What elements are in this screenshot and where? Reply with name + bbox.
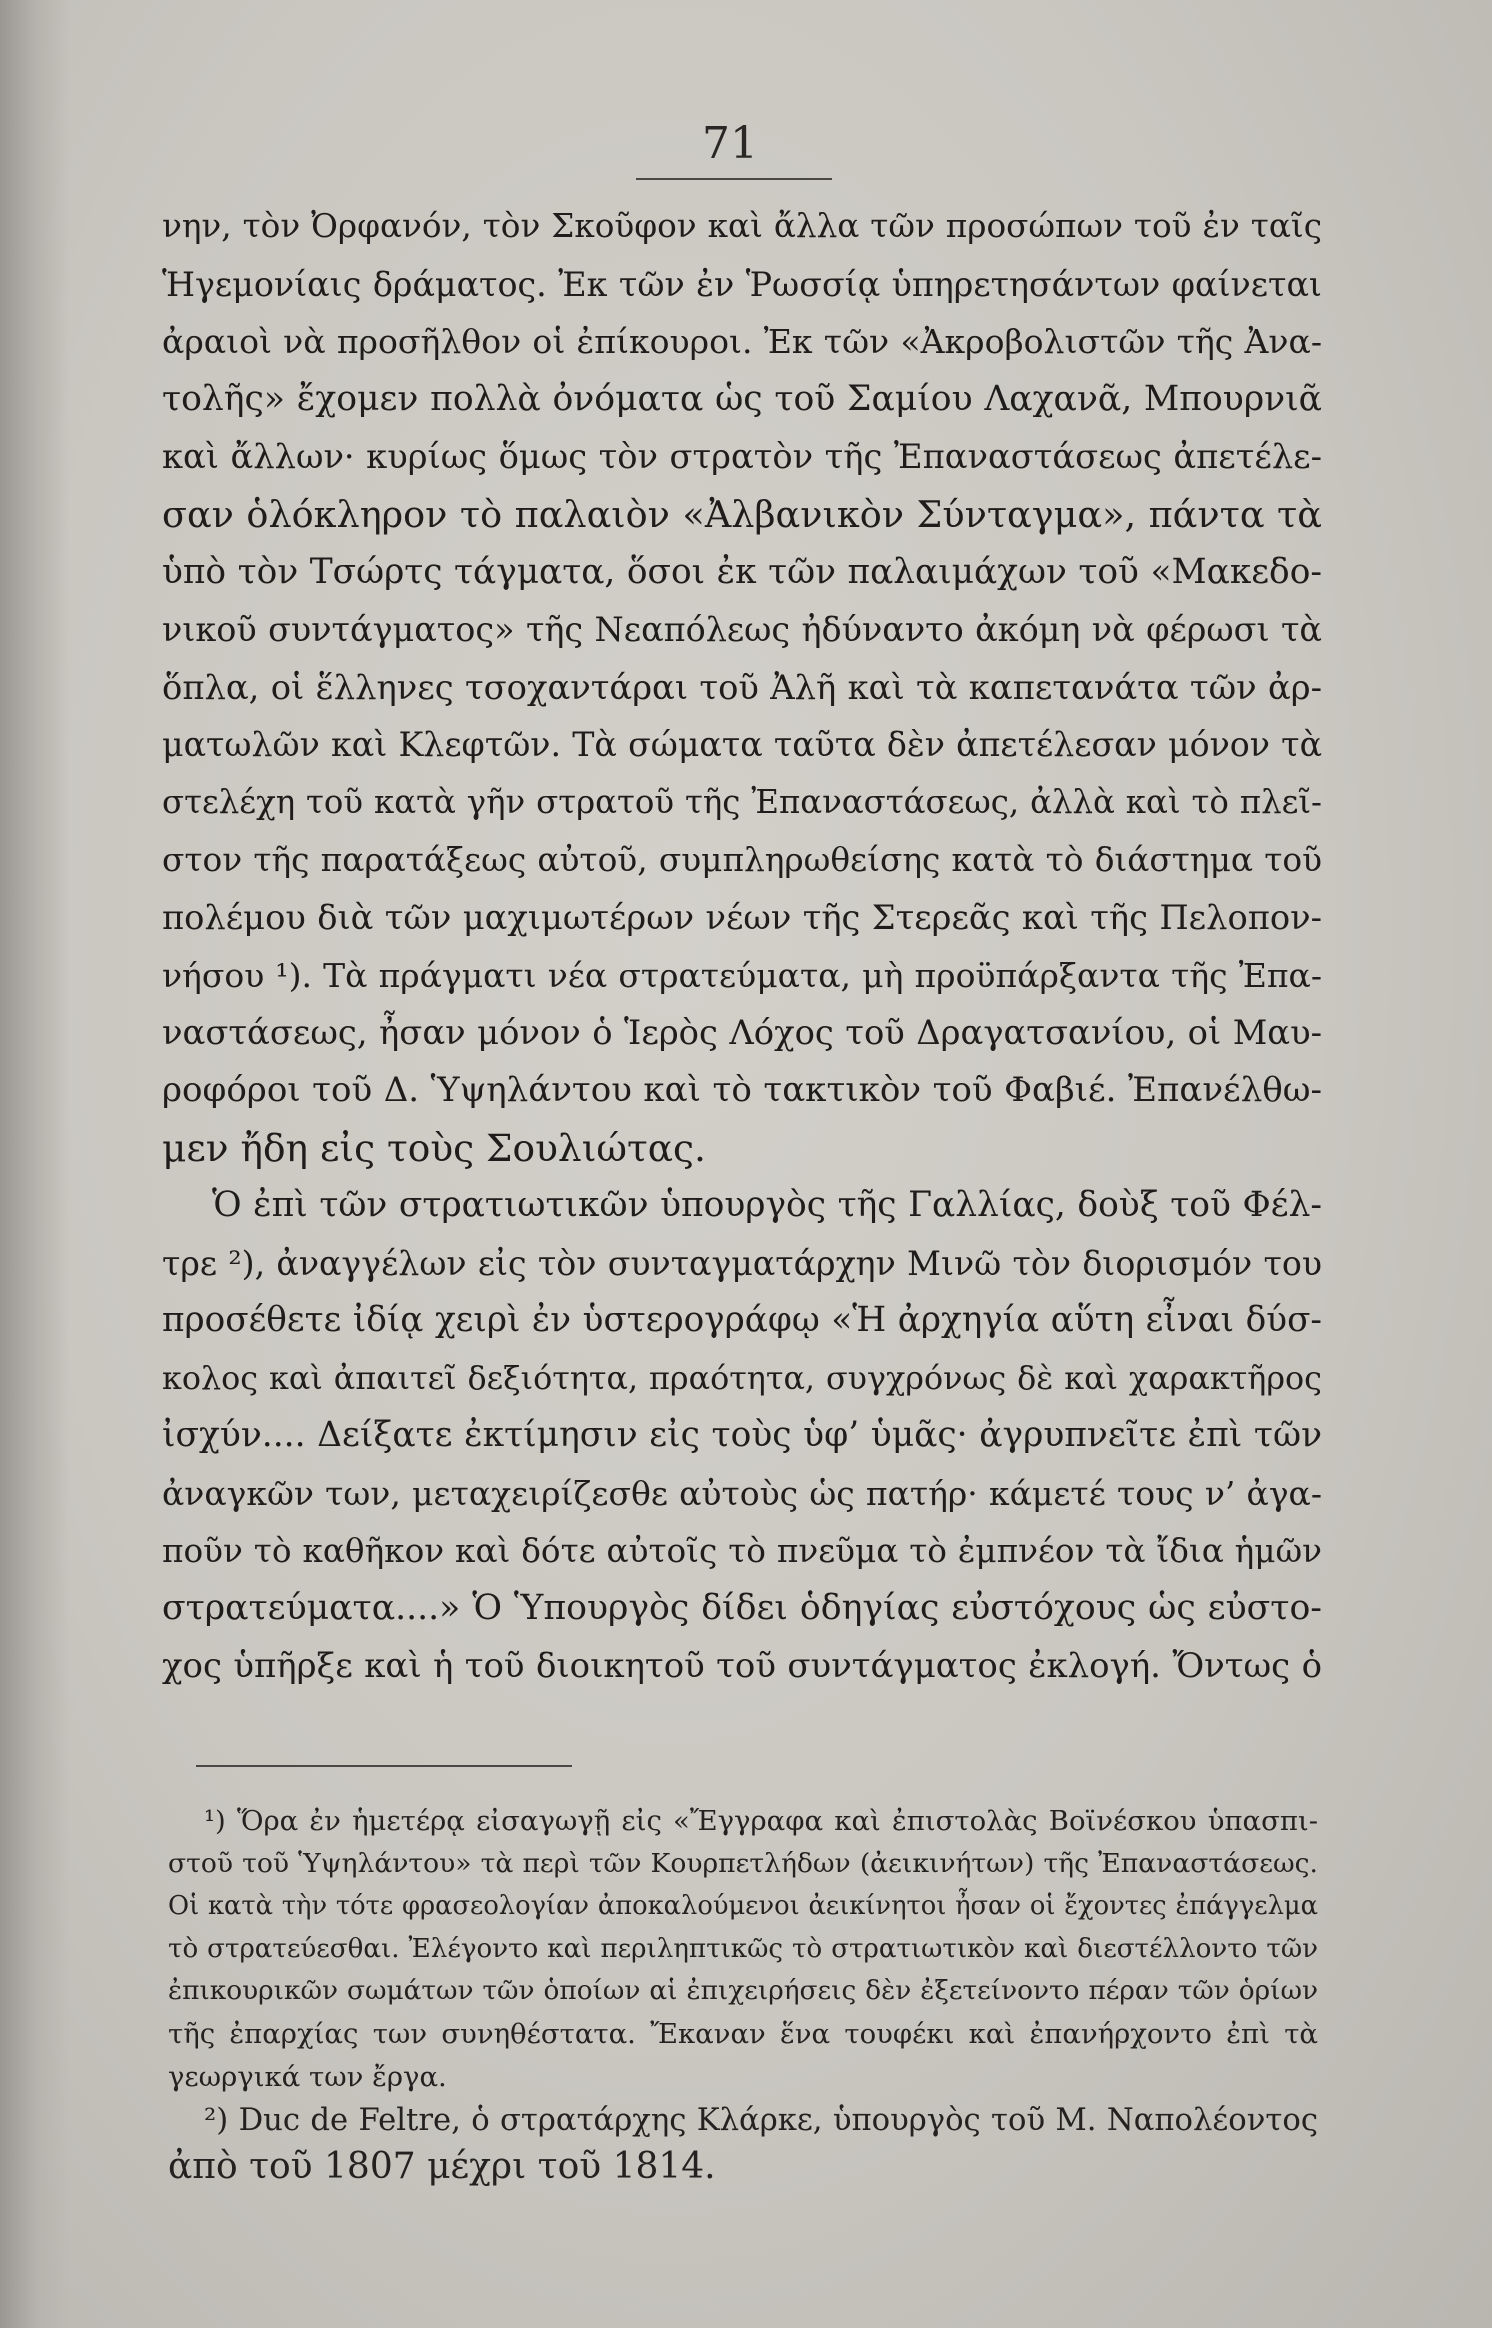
footnote-line: ἀπὸ τοῦ 1807 μέχρι τοῦ 1814. xyxy=(168,2146,716,2188)
main-text xyxy=(162,198,1322,1695)
page-gutter-shadow xyxy=(0,0,70,2328)
text-line: στρατεύματα....» Ὁ Ὑπουργὸς δίδει ὁδηγίας εὐστόχους ὡς εὐστο- xyxy=(162,1588,1322,1629)
text-line: στελέχη τοῦ κατὰ γῆν στρατοῦ τῆς Ἐπαναστάσεως, ἀλλὰ καὶ τὸ πλεῖ- xyxy=(162,782,1322,821)
text-line: ποῦν τὸ καθῆκον καὶ δότε αὐτοῖς τὸ πνεῦμα τὸ ἐμπνέον τὰ ἴδια ἡμῶν xyxy=(162,1531,1322,1570)
footnote-line: ¹) Ὅρα ἐν ἡμετέρᾳ εἰσαγωγῇ εἰς «Ἔγγραφα καὶ ἐπιστολὰς Βοϊνέσκου ὑπασπι- xyxy=(204,1805,1318,1837)
text-line: Ἡγεμονίαις δράματος. Ἐκ τῶν ἐν Ῥωσσίᾳ ὑπηρετησάντων φαίνεται xyxy=(162,264,1322,304)
text-line: ναστάσεως, ἦσαν μόνον ὁ Ἱερὸς Λόχος τοῦ Δραγατσανίου, οἱ Μαυ- xyxy=(162,1013,1322,1053)
text-line: ὅπλα, οἱ ἕλληνες τσοχαντάραι τοῦ Ἀλῆ καὶ τὰ καπετανάτα τῶν ἀρ- xyxy=(162,667,1322,707)
footnote-line: τὸ στρατεύεσθαι. Ἐλέγοντο καὶ περιληπτικῶς τὸ στρατιωτικὸν καὶ διεστέλλοντο τῶν xyxy=(168,1933,1318,1964)
text-line: ἰσχύν.... Δείξατε ἐκτίμησιν εἰς τοὺς ὑφ’ ὑμᾶς· ἀγρυπνεῖτε ἐπὶ τῶν xyxy=(162,1415,1322,1456)
footnotes xyxy=(168,1800,1318,2190)
footnote-line: ²) Duc de Feltre, ὁ στρατάρχης Κλάρκε, ὑπουργὸς τοῦ Μ. Ναπολέοντος xyxy=(204,2103,1318,2139)
text-line: τολῆς» ἔχομεν πολλὰ ὀνόματα ὡς τοῦ Σαμίου Λαχανᾶ, Μπουρνιᾶ xyxy=(162,378,1322,419)
footnote-line: ἐπικουρικῶν σωμάτων τῶν ὁποίων αἱ ἐπιχειρήσεις δὲν ἐξετείνοντο πέραν τῶν ὁρίων xyxy=(168,1976,1318,2007)
footnote-line: γεωργικά των ἔργα. xyxy=(168,2060,447,2093)
text-line: ματωλῶν καὶ Κλεφτῶν. Τὰ σώματα ταῦτα δὲν ἀπετέλεσαν μόνον τὰ xyxy=(162,725,1322,765)
text-line: προσέθετε ἰδίᾳ χειρὶ ἐν ὑστερογράφῳ «Ἡ ἀρχηγία αὕτη εἶναι δύσ- xyxy=(162,1300,1322,1341)
page-number: 71 xyxy=(702,118,758,169)
footnote-line: τῆς ἐπαρχίας των συνηθέστατα. Ἔκαναν ἕνα τουφέκι καὶ ἐπανήρχοντο ἐπὶ τὰ xyxy=(168,2017,1318,2050)
page-number-rule xyxy=(636,178,832,180)
footnote-line: Οἱ κατὰ τὴν τότε φρασεολογίαν ἀποκαλούμενοι ἀεικίνητοι ἦσαν οἱ ἔχοντες ἐπάγγελμα xyxy=(168,1891,1318,1922)
footnote-line: στοῦ τοῦ Ὑψηλάντου» τὰ περὶ τῶν Κουρπετλήδων (ἀεικινήτων) τῆς Ἐπαναστάσεως. xyxy=(168,1847,1318,1879)
text-line: ροφόροι τοῦ Δ. Ὑψηλάντου καὶ τὸ τακτικὸν τοῦ Φαβιέ. Ἐπανέλθω- xyxy=(162,1069,1322,1110)
text-line: χος ὑπῆρξε καὶ ἡ τοῦ διοικητοῦ τοῦ συντάγματος ἐκλογή. Ὄντως ὁ xyxy=(162,1646,1322,1686)
paragraph-start-line: Ὁ ἐπὶ τῶν στρατιωτικῶν ὑπουργὸς τῆς Γαλλίας, δοὺξ τοῦ Φέλ- xyxy=(212,1185,1322,1226)
text-line: κολος καὶ ἀπαιτεῖ δεξιότητα, πραότητα, συγχρόνως δὲ καὶ χαρακτῆρος xyxy=(162,1358,1322,1397)
footnote-separator xyxy=(196,1765,572,1767)
text-line: νην, τὸν Ὀρφανόν, τὸν Σκοῦφον καὶ ἄλλα τῶν προσώπων τοῦ ἐν ταῖς xyxy=(162,207,1322,245)
text-line: πολέμου διὰ τῶν μαχιμωτέρων νέων τῆς Στερεᾶς καὶ τῆς Πελοπον- xyxy=(162,898,1322,938)
text-line: καὶ ἄλλων· κυρίως ὅμως τὸν στρατὸν τῆς Ἐπαναστάσεως ἀπετέλε- xyxy=(162,437,1322,477)
text-line: σαν ὁλόκληρον τὸ παλαιὸν «Ἀλβανικὸν Σύνταγμα», πάντα τὰ xyxy=(162,492,1322,536)
text-line: ὑπὸ τὸν Τσώρτς τάγματα, ὅσοι ἐκ τῶν παλαιμάχων τοῦ «Μακεδο- xyxy=(162,551,1322,592)
text-line: τρε ²), ἀναγγέλων εἰς τὸν συνταγματάρχην Μινῶ τὸν διορισμόν του xyxy=(162,1243,1322,1283)
text-line: νικοῦ συντάγματος» τῆς Νεαπόλεως ἠδύναντο ἀκόμη νὰ φέρωσι τὰ xyxy=(162,610,1322,650)
text-line: νήσου ¹). Τὰ πράγματι νέα στρατεύματα, μὴ προϋπάρξαντα τῆς Ἐπα- xyxy=(162,955,1322,995)
text-line: ἀναγκῶν των, μεταχειρίζεσθε αὐτοὺς ὡς πατήρ· κάμετέ τους ν’ ἀγα- xyxy=(162,1474,1322,1514)
text-line: μεν ἤδη εἰς τοὺς Σουλιώτας. xyxy=(162,1125,706,1170)
text-line: στον τῆς παρατάξεως αὐτοῦ, συμπληρωθείσης κατὰ τὸ διάστημα τοῦ xyxy=(162,840,1322,879)
text-line: ἀραιοὶ νὰ προσῆλθον οἱ ἐπίκουροι. Ἐκ τῶν «Ἀκροβολιστῶν τῆς Ἀνα- xyxy=(162,322,1322,362)
